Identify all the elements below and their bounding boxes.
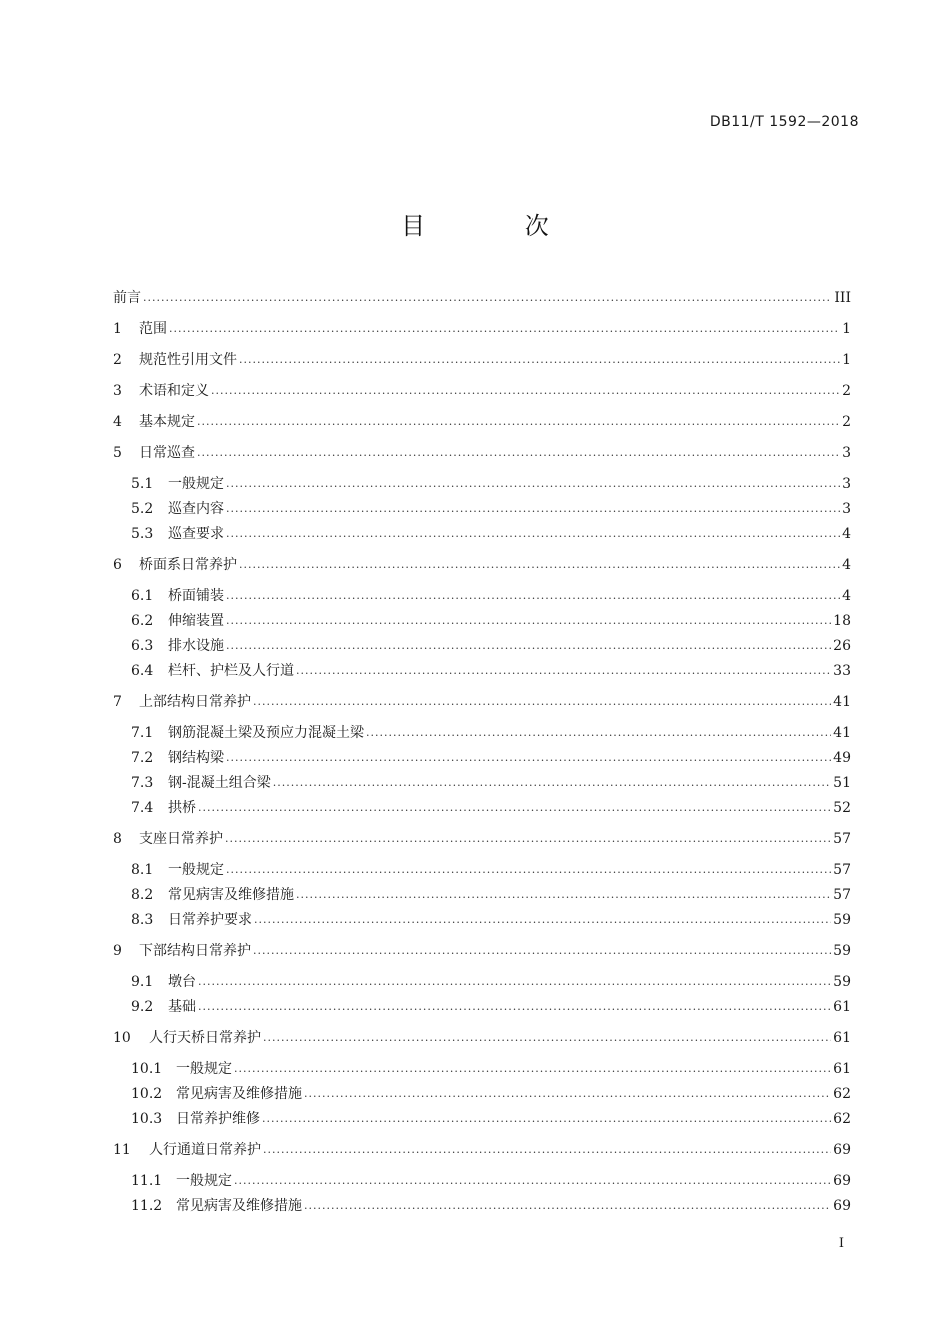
toc-entry-page: 59	[833, 912, 851, 928]
toc-entry-number: 11	[113, 1142, 131, 1158]
toc-entry-title: 前言	[113, 290, 141, 306]
toc-entry-title: 一般规定	[168, 862, 224, 878]
toc-entry-number: 5	[113, 445, 122, 461]
toc-entry-number: 10.1	[131, 1061, 163, 1077]
toc-entry-title: 范围	[139, 321, 167, 337]
toc-entry-page: 57	[833, 887, 851, 903]
toc-entry-title: 术语和定义	[139, 383, 209, 399]
dot-leader	[304, 1082, 831, 1106]
dot-leader	[262, 1107, 831, 1131]
toc-entry-page: 1	[842, 321, 851, 337]
dot-leader	[253, 690, 831, 714]
dot-leader	[197, 410, 840, 434]
toc-entry[interactable]	[131, 634, 851, 658]
toc-entry[interactable]	[131, 970, 851, 994]
toc-entry-number: 11.1	[131, 1173, 163, 1189]
toc-entry[interactable]	[131, 796, 851, 820]
toc-entry[interactable]	[131, 721, 851, 745]
toc-entry-page: 61	[833, 1030, 851, 1046]
toc-entry-title: 基本规定	[139, 414, 195, 430]
toc-entry-title: 上部结构日常养护	[139, 694, 251, 710]
toc-entry-title: 日常养护维修	[176, 1111, 260, 1127]
toc-entry[interactable]	[131, 1057, 851, 1081]
toc-entry-page: 69	[833, 1142, 851, 1158]
toc-entry-number: 8.1	[131, 862, 154, 878]
toc-entry-number: 7.2	[131, 750, 154, 766]
dot-leader	[226, 634, 831, 658]
toc-entry-number: 7.3	[131, 775, 154, 791]
dot-leader	[234, 1057, 831, 1081]
dot-leader	[263, 1026, 831, 1050]
toc-entry[interactable]	[131, 995, 851, 1019]
toc-entry-number: 9.2	[131, 999, 154, 1015]
toc-entry[interactable]	[113, 348, 851, 372]
toc-entry[interactable]	[131, 1082, 851, 1106]
dot-leader	[273, 771, 831, 795]
toc-entry-number: 8.3	[131, 912, 154, 928]
toc-entry-number: 10	[113, 1030, 131, 1046]
toc-entry[interactable]	[113, 1138, 851, 1162]
toc-entry-number: 2	[113, 352, 122, 368]
dot-leader	[225, 827, 831, 851]
toc-entry[interactable]	[131, 497, 851, 521]
toc-entry-page: 3	[842, 501, 851, 517]
toc-entry-number: 3	[113, 383, 122, 399]
toc-entry-number: 7.1	[131, 725, 154, 741]
toc-entry[interactable]	[131, 883, 851, 907]
toc-entry-page: 59	[833, 974, 851, 990]
toc-entry-page: 61	[833, 999, 851, 1015]
toc-entry-page: 3	[842, 445, 851, 461]
toc-entry-page: 61	[833, 1061, 851, 1077]
toc-entry[interactable]	[131, 659, 851, 683]
toc-entry[interactable]	[113, 410, 851, 434]
toc-entry-page: 26	[833, 638, 851, 654]
toc-entry[interactable]	[113, 286, 851, 310]
toc-entry-number: 6.2	[131, 613, 154, 629]
standard-code: DB11/T 1592—2018	[709, 114, 859, 130]
toc-entry[interactable]	[131, 609, 851, 633]
dot-leader	[197, 441, 840, 465]
toc-entry-title: 巡查内容	[168, 501, 224, 517]
toc-entry-title: 人行天桥日常养护	[149, 1030, 261, 1046]
toc-entry-title: 常见病害及维修措施	[168, 887, 294, 903]
toc-entry-page: 4	[842, 588, 851, 604]
toc-entry-title: 排水设施	[168, 638, 224, 654]
toc-entry-title: 巡查要求	[168, 526, 224, 542]
toc-entry-title: 日常养护要求	[168, 912, 252, 928]
toc-entry-page: 41	[833, 725, 851, 741]
toc-entry[interactable]	[131, 472, 851, 496]
toc-entry-page: III	[834, 290, 851, 306]
toc-entry-number: 1	[113, 321, 122, 337]
toc-entry-title: 钢筋混凝土梁及预应力混凝土梁	[168, 725, 364, 741]
toc-entry[interactable]	[113, 317, 851, 341]
toc-entry-number: 10.3	[131, 1111, 163, 1127]
toc-entry-title: 钢-混凝土组合梁	[168, 775, 271, 791]
toc-entry-title: 规范性引用文件	[139, 352, 237, 368]
toc-entry[interactable]	[131, 746, 851, 770]
toc-entry-page: 69	[833, 1198, 851, 1214]
dot-leader	[211, 379, 840, 403]
toc-entry[interactable]	[113, 379, 851, 403]
dot-leader	[198, 995, 831, 1019]
toc-entry-number: 6	[113, 557, 122, 573]
dot-leader	[304, 1194, 831, 1218]
toc-entry-number: 9	[113, 943, 122, 959]
toc-entry-title: 墩台	[168, 974, 196, 990]
toc-entry[interactable]	[113, 690, 851, 714]
toc-entry-number: 4	[113, 414, 122, 430]
toc-entry-title: 一般规定	[176, 1061, 232, 1077]
toc-entry[interactable]	[113, 441, 851, 465]
toc-entry-title: 基础	[168, 999, 196, 1015]
toc-entry[interactable]	[113, 827, 851, 851]
toc-entry-title: 伸缩装置	[168, 613, 224, 629]
toc-entry-number: 5.1	[131, 476, 154, 492]
toc-entry[interactable]	[113, 1026, 851, 1050]
toc-entry-page: 57	[833, 862, 851, 878]
toc-entry-page: 4	[842, 557, 851, 573]
toc-entry[interactable]	[131, 1169, 851, 1193]
toc-entry-page: 1	[842, 352, 851, 368]
toc-entry-title: 桥面系日常养护	[139, 557, 237, 573]
toc-entry-page: 2	[842, 383, 851, 399]
toc-entry[interactable]	[131, 584, 851, 608]
dot-leader	[366, 721, 831, 745]
toc-entry-title: 人行通道日常养护	[149, 1142, 261, 1158]
toc-entry-page: 62	[833, 1111, 851, 1127]
toc-entry-number: 5.3	[131, 526, 154, 542]
dot-leader	[226, 746, 831, 770]
toc-entry-number: 8.2	[131, 887, 154, 903]
dot-leader	[198, 796, 831, 820]
dot-leader	[234, 1169, 831, 1193]
dot-leader	[254, 908, 831, 932]
toc-entry-page: 4	[842, 526, 851, 542]
dot-leader	[253, 939, 831, 963]
toc-entry-number: 11.2	[131, 1198, 163, 1214]
toc-entry[interactable]	[131, 522, 851, 546]
toc-entry-title: 日常巡查	[139, 445, 195, 461]
toc-entry-title: 一般规定	[176, 1173, 232, 1189]
toc-entry[interactable]	[131, 771, 851, 795]
dot-leader	[226, 858, 831, 882]
dot-leader	[198, 970, 831, 994]
toc-entry-title: 栏杆、护栏及人行道	[168, 663, 294, 679]
toc-entry-title: 钢结构梁	[168, 750, 224, 766]
toc-entry[interactable]	[131, 858, 851, 882]
dot-leader	[169, 317, 840, 341]
page-title: 目 次	[401, 212, 595, 240]
toc-entry-number: 6.1	[131, 588, 154, 604]
toc-entry-number: 10.2	[131, 1086, 163, 1102]
toc-entry-page: 51	[833, 775, 851, 791]
toc-entry-page: 49	[833, 750, 851, 766]
dot-leader	[239, 553, 840, 577]
dot-leader	[239, 348, 840, 372]
toc-entry-number: 9.1	[131, 974, 154, 990]
toc-entry-page: 18	[833, 613, 851, 629]
toc-entry[interactable]	[131, 908, 851, 932]
dot-leader	[226, 609, 831, 633]
toc-entry-title: 拱桥	[168, 800, 196, 816]
toc-entry-title: 一般规定	[168, 476, 224, 492]
dot-leader	[143, 286, 832, 310]
toc-entry-number: 8	[113, 831, 122, 847]
toc-entry-number: 7.4	[131, 800, 154, 816]
toc-entry[interactable]	[113, 553, 851, 577]
toc-entry-page: 57	[833, 831, 851, 847]
dot-leader	[296, 883, 831, 907]
page-number: I	[838, 1236, 844, 1251]
toc-entry[interactable]	[131, 1107, 851, 1131]
toc-entry-page: 52	[833, 800, 851, 816]
toc-entry-page: 69	[833, 1173, 851, 1189]
toc-entry-title: 常见病害及维修措施	[176, 1198, 302, 1214]
toc-entry-page: 41	[833, 694, 851, 710]
toc-entry-title: 桥面铺装	[168, 588, 224, 604]
toc-entry[interactable]	[113, 939, 851, 963]
dot-leader	[263, 1138, 831, 1162]
toc-entry-number: 7	[113, 694, 122, 710]
dot-leader	[226, 472, 840, 496]
toc-entry-title: 下部结构日常养护	[139, 943, 251, 959]
toc-entry-number: 6.3	[131, 638, 154, 654]
dot-leader	[226, 522, 840, 546]
toc-entry-title: 支座日常养护	[139, 831, 223, 847]
toc-entry-page: 3	[842, 476, 851, 492]
dot-leader	[226, 497, 840, 521]
toc-entry-page: 33	[833, 663, 851, 679]
toc-entry-page: 59	[833, 943, 851, 959]
toc-entry-number: 6.4	[131, 663, 154, 679]
toc-entry-page: 2	[842, 414, 851, 430]
toc-entry-title: 常见病害及维修措施	[176, 1086, 302, 1102]
toc-entry-number: 5.2	[131, 501, 154, 517]
dot-leader	[226, 584, 840, 608]
toc-entry-page: 62	[833, 1086, 851, 1102]
dot-leader	[296, 659, 831, 683]
toc-entry[interactable]	[131, 1194, 851, 1218]
